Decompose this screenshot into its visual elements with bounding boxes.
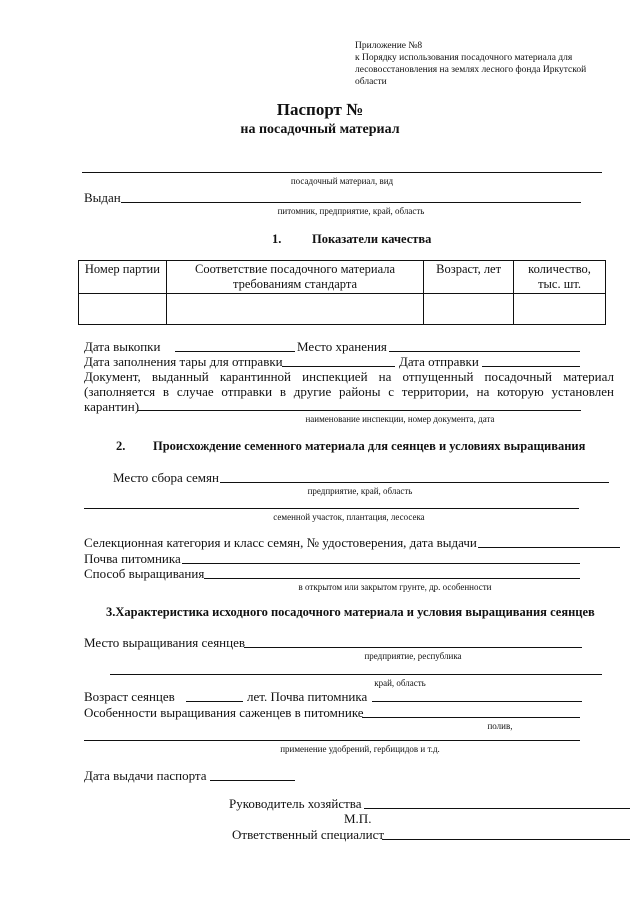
appendix-line-1: Приложение №8 [355, 41, 423, 51]
seed-plot-field[interactable] [84, 508, 579, 509]
table-header-row [79, 261, 606, 294]
quality-table [78, 260, 606, 325]
header-compliance: Соответствие посадочного материала требованиям стандарта [166, 261, 423, 294]
material-field[interactable] [82, 172, 602, 173]
specialist-signature-field[interactable] [382, 839, 630, 840]
soil-label: Почва питомника [84, 551, 181, 566]
header-age: Возраст, лет [424, 261, 514, 294]
storage-field[interactable] [389, 351, 580, 352]
section-1-title: Показатели качества [312, 232, 432, 246]
caption-nursery: питомник, предприятие, край, область [277, 206, 425, 216]
document-title: Паспорт № [276, 100, 364, 119]
header-quantity: количество, тыс. шт. [514, 261, 606, 294]
section-1-number: 1. [272, 232, 282, 246]
section-3-title: 3.Характеристика исходного посадочного материала и условия выращивания сеянцев [106, 605, 595, 619]
seed-place-field[interactable] [220, 482, 609, 483]
ship-date-field[interactable] [482, 366, 580, 367]
features-field[interactable] [362, 717, 580, 718]
method-field[interactable] [204, 578, 580, 579]
caption-ground: в открытом или закрытом грунте, др. особенности [298, 582, 492, 592]
caption-fertilizers: применение удобрений, гербицидов и т.д. [280, 744, 440, 754]
caption-seed-plot: семенной участок, плантация, лесосека [273, 512, 425, 522]
appendix-line-3: лесовосстановления на землях лесного фонда Иркутской [355, 65, 587, 75]
passport-date-field[interactable] [210, 780, 295, 781]
category-field[interactable] [478, 547, 620, 548]
cell-quantity[interactable] [514, 294, 606, 325]
appendix-line-2: к Порядку использования посадочного материала для [355, 53, 573, 63]
dig-date-label: Дата выкопки [84, 339, 161, 354]
quarantine-document-field[interactable] [138, 410, 581, 411]
caption-region: край, область [374, 678, 426, 688]
stamp-label: М.П. [344, 811, 372, 826]
caption-watering: полив, [487, 721, 513, 731]
fill-date-label: Дата заполнения тары для отправки [84, 354, 283, 369]
ship-date-label: Дата отправки [399, 354, 479, 369]
growing-place-field[interactable] [244, 647, 582, 648]
quarantine-document-text: Документ, выданный карантинной инспекцией на отпущенный посадочный материал (заполняется в случае отправки в другие районы с территории, на которую установлен карантин) [84, 369, 614, 414]
caption-inspection: наименование инспекции, номер документа, дата [305, 414, 495, 424]
dig-date-field[interactable] [175, 351, 295, 352]
appendix-note [355, 40, 605, 88]
cell-compliance[interactable] [166, 294, 423, 325]
passport-date-label: Дата выдачи паспорта [84, 768, 207, 783]
soil-field[interactable] [182, 563, 580, 564]
cell-batch[interactable] [79, 294, 167, 325]
head-label: Руководитель хозяйства [229, 796, 362, 811]
header-batch: Номер партии [79, 261, 167, 294]
seed-place-label: Место сбора семян [113, 470, 219, 485]
features-label: Особенности выращивания саженцев в питомнике [84, 705, 364, 720]
caption-material: посадочный материал, вид [290, 176, 394, 186]
table-row [79, 294, 606, 325]
section-2-number: 2. [116, 439, 126, 453]
document-subtitle: на посадочный материал [240, 122, 400, 137]
section-2-title: Происхождение семенного материала для сеянцев и условиях выращивания [153, 439, 586, 453]
caption-enterprise: предприятие, край, область [307, 486, 413, 496]
age-field[interactable] [186, 701, 243, 702]
specialist-label: Ответственный специалист [232, 827, 385, 842]
caption-republic: предприятие, республика [364, 651, 462, 661]
growing-place-label: Место выращивания сеянцев [84, 635, 246, 650]
fill-date-field[interactable] [282, 366, 395, 367]
method-label: Способ выращивания [84, 566, 205, 581]
age-label: Возраст сеянцев [84, 689, 175, 704]
fertilizers-field[interactable] [84, 740, 580, 741]
category-label: Селекционная категория и класс семян, № удостоверения, дата выдачи [84, 535, 477, 550]
nursery-soil-field[interactable] [372, 701, 582, 702]
storage-label: Место хранения [297, 339, 387, 354]
appendix-line-4: области [355, 77, 387, 87]
issued-label: Выдан [84, 190, 121, 205]
region-field[interactable] [110, 674, 602, 675]
cell-age[interactable] [424, 294, 514, 325]
issued-field[interactable] [121, 202, 581, 203]
head-signature-field[interactable] [364, 808, 630, 809]
age-unit-label: лет. Почва питомника [247, 689, 368, 704]
